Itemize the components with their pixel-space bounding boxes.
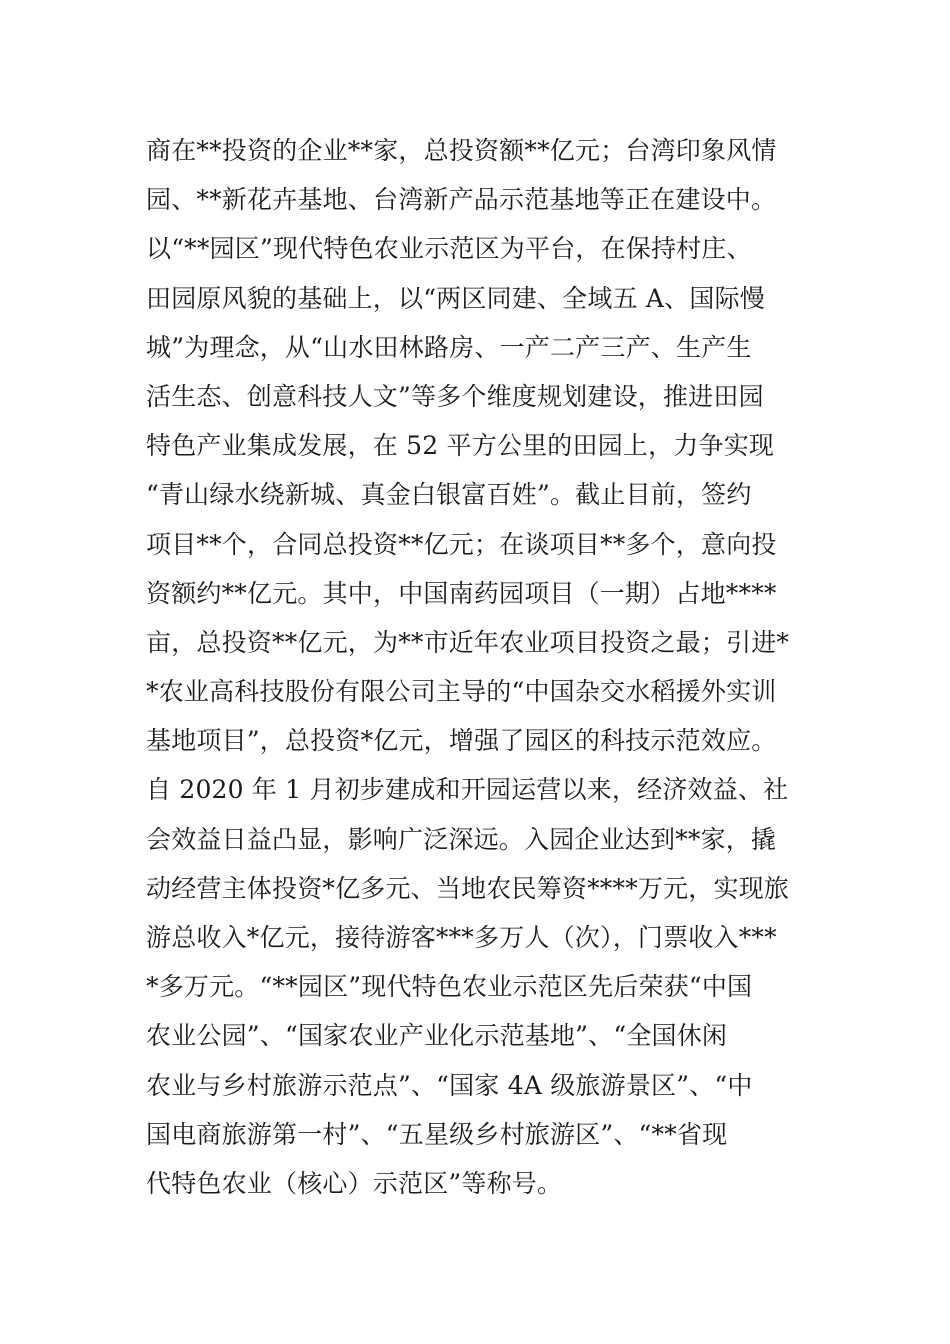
text-line: *农业高科技股份有限公司主导的“中国杂交水稻援外实训 [146,677,777,707]
text-line: 游总收入*亿元，接待游客***多万人（次），门票收入*** [146,923,777,952]
text-line: 动经营主体投资*亿多元、当地农民筹资****万元，实现旅 [146,873,790,903]
text-line: 农业与乡村旅游示范点”、“国家 4A 级旅游景区”、“中 [146,1070,753,1100]
text-line: 以“**园区”现代特色农业示范区为平台，在保持村庄、 [146,234,752,264]
text-line: 代特色农业（核心）示范区”等称号。 [146,1168,563,1198]
text-line: 商在**投资的企业**家，总投资额**亿元；台湾印象风情 [146,136,777,165]
text-line: 自 2020 年 1 月初步建成和开园运营以来，经济效益、社 [146,775,789,805]
text-line: “青山绿水绕新城、真金白银富百姓”。截止目前，签约 [146,480,752,510]
text-line: 田园原风貌的基础上，以“两区同建、全域五 A、国际慢 [146,283,765,313]
text-line: 特色产业集成发展，在 52 平方公里的田园上，力争实现 [146,431,775,461]
text-line: 亩，总投资**亿元，为**市近年农业项目投资之最；引进* [146,627,790,657]
text-line: 农业公园”、“国家农业产业化示范基地”、“全国休闲 [146,1021,728,1051]
text-line: 城”为理念，从“山水田林路房、一产二产三产、生产生 [146,332,752,362]
document-body [146,126,816,1208]
text-line: *多万元。“**园区”现代特色农业示范区先后荣获“中国 [146,972,753,1002]
text-line: 园、**新花卉基地、台湾新产品示范基地等正在建设中。 [146,185,777,215]
text-line: 活生态、创意科技人文”等多个维度规划建设，推进田园 [146,381,764,411]
text-line: 会效益日益凸显，影响广泛深远。入园企业达到**家，撬 [146,824,777,854]
text-line: 国电商旅游第一村”、“五星级乡村旅游区”、“**省现 [146,1119,728,1149]
text-line: 基地项目”，总投资*亿元，增强了园区的科技示范效应。 [146,726,777,756]
text-line: 资额约**亿元。其中，中国南药园项目（一期）占地**** [146,578,777,608]
text-line: 项目**个，合同总投资**亿元；在谈项目**多个，意向投 [146,529,777,559]
